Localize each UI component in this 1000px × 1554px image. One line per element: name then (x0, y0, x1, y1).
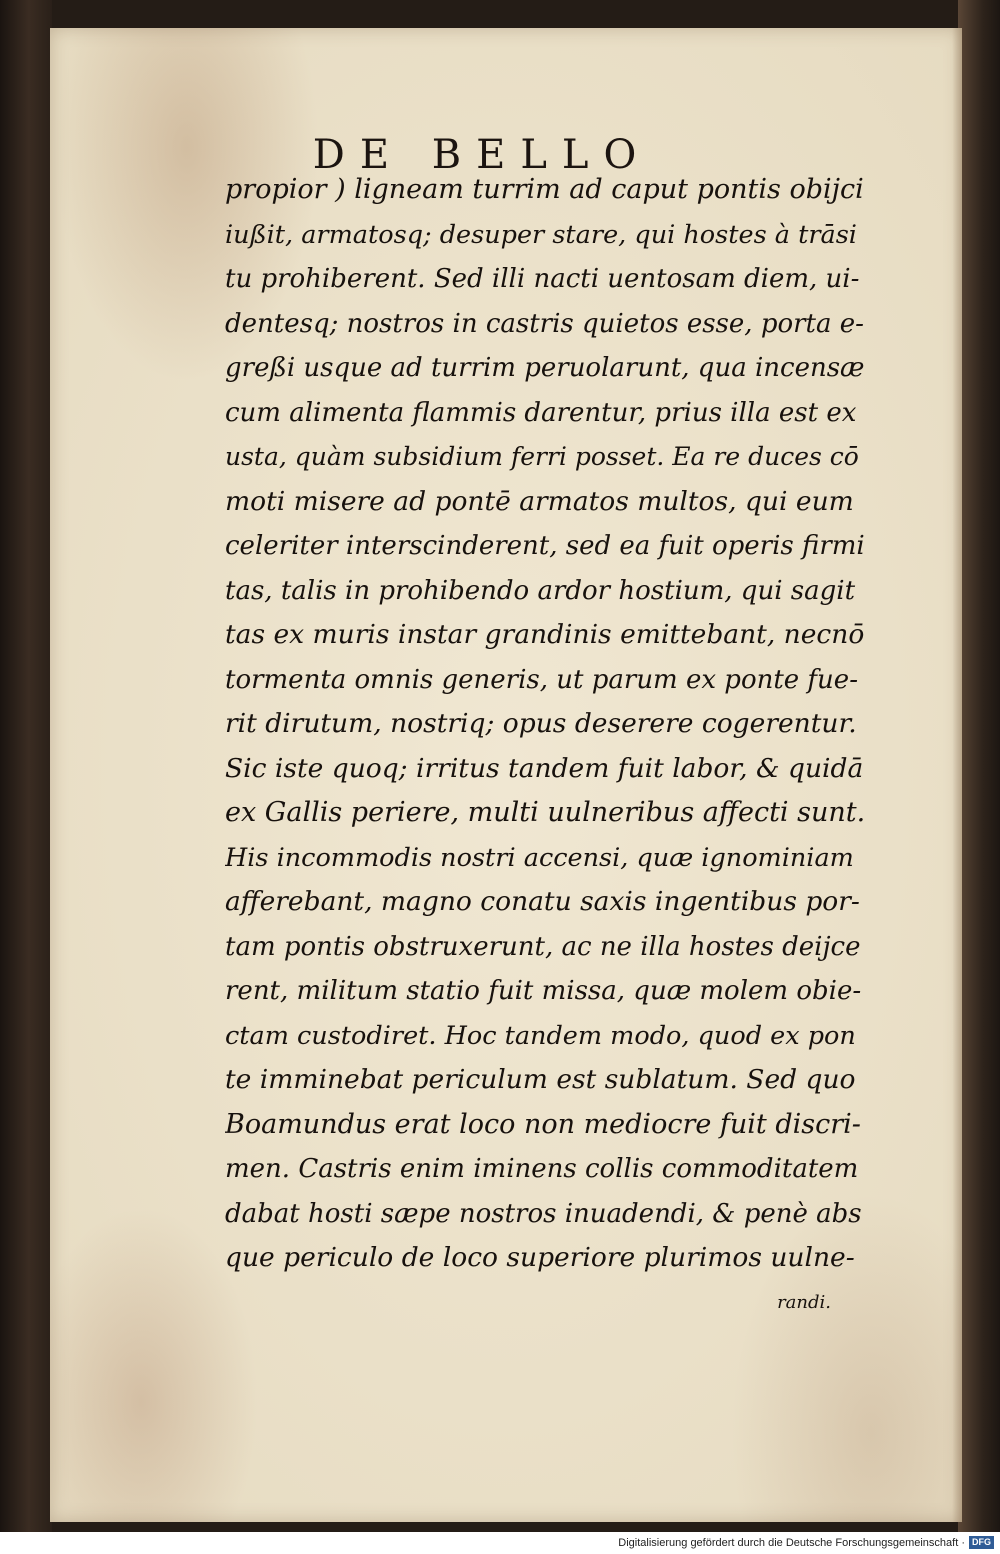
body-text (225, 168, 865, 1325)
text-line: tu prohiberent. Sed illi nacti uentosam diem, ui- (225, 264, 860, 294)
text-line: rit dirutum, nostriq; opus deserere cogerentur. (225, 708, 857, 739)
text-line: tas, talis in prohibendo ardor hostium, qui sagit (225, 575, 856, 606)
text-line: dabat hosti sæpe nostros inuadendi, & penè abs (225, 1198, 862, 1229)
text-line: tas ex muris instar grandinis emittebant, necnō (225, 619, 865, 650)
text-line: men. Castris enim iminens collis commoditatem (225, 1154, 859, 1184)
text-line: greßi usque ad turrim peruolarunt, qua incensæ (225, 353, 865, 383)
footer-credit: Digitalisierung gefördert durch die Deutsche Forschungsgemeinschaft (618, 1537, 959, 1549)
text-line: iußit, armatosq; desuper stare, qui hostes à trāsi (225, 219, 857, 250)
text-line: que periculo de loco superiore plurimos uulne- (225, 1242, 855, 1273)
text-line: Sic iste quoq; irritus tandem fuit labor, & quidā (225, 752, 864, 784)
text-line: usta, quàm subsidium ferri posset. Ea re duces cō (225, 442, 859, 471)
text-line: tormenta omnis generis, ut parum ex ponte fue- (225, 664, 858, 695)
text-line: ctam custodiret. Hoc tandem modo, quod ex pon (225, 1020, 856, 1051)
catchword: randi. (777, 1291, 831, 1313)
footer-separator: · (958, 1537, 965, 1549)
digitization-footer (0, 1532, 1000, 1554)
text-line: ex Gallis periere, multi uulneribus affecti sunt. (225, 797, 865, 828)
text-line: propior ) ligneam turrim ad caput pontis obijci (225, 174, 864, 205)
text-line: moti misere ad pontē armatos multos, qui eum (225, 485, 854, 517)
text-line: rent, militum statio fuit missa, quæ molem obie- (225, 976, 862, 1006)
text-line: tam pontis obstruxerunt, ac ne illa hostes deijce (225, 931, 861, 962)
dfg-logo-icon: DFG (969, 1536, 994, 1549)
text-line: afferebant, magno conatu saxis ingentibus por- (225, 886, 860, 917)
text-line: Boamundus erat loco non mediocre fuit discri- (225, 1108, 861, 1140)
book-binding-left (0, 0, 52, 1532)
book-binding-right (958, 0, 1000, 1532)
text-line: te imminebat periculum est sublatum. Sed quo (225, 1064, 856, 1095)
text-line: His incommodis nostri accensi, quæ ignominiam (225, 842, 854, 873)
page-edge-shadow (952, 28, 962, 1522)
text-line: dentesq; nostros in castris quietos esse, porta e- (225, 308, 864, 339)
running-head: DE BELLO (312, 132, 652, 178)
text-line: celeriter interscinderent, sed ea fuit operis firmi (225, 531, 865, 561)
text-line: cum alimenta flammis darentur, prius illa est ex (225, 397, 857, 428)
